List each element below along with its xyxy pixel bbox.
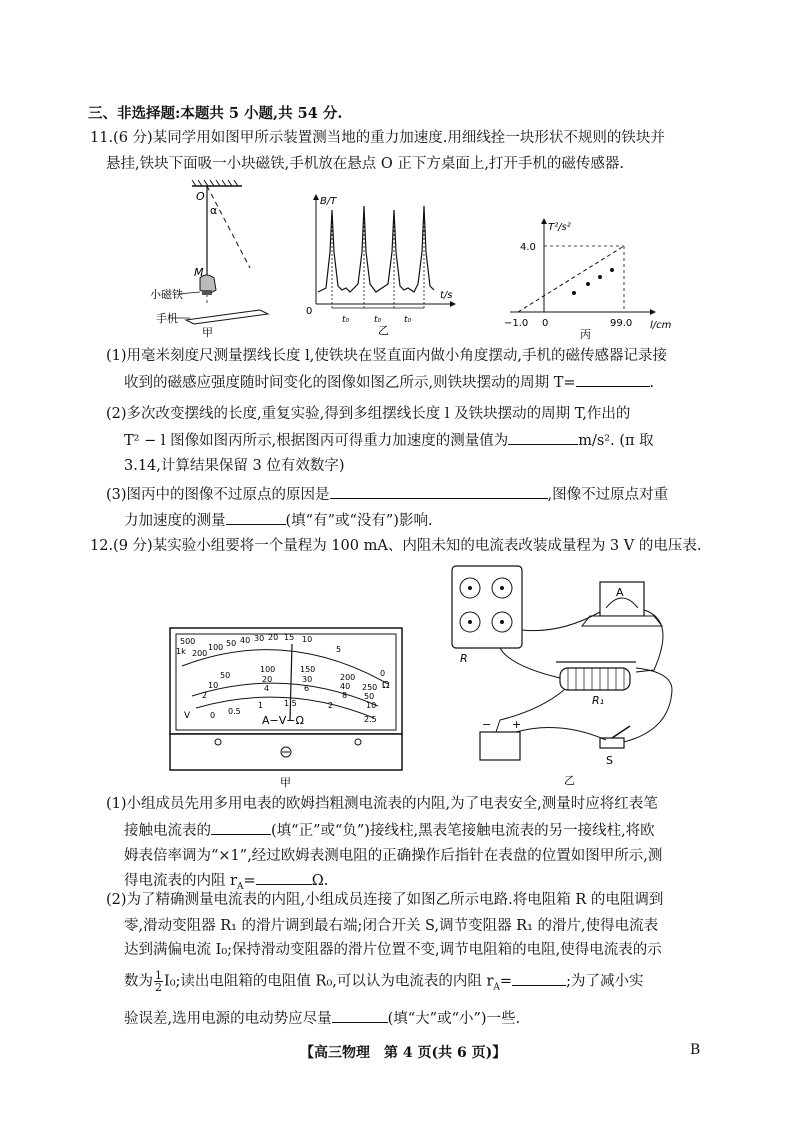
yi-ylabel: B/T (320, 196, 337, 207)
answer-blank-ra[interactable] (512, 971, 566, 986)
caption-yi: 乙 (378, 324, 389, 337)
q12-figure-jia-multimeter (168, 626, 404, 789)
label-M: M (194, 266, 204, 279)
bing-ytick: 4.0 (520, 242, 536, 253)
svg-text:40: 40 (240, 636, 251, 645)
svg-text:30: 30 (302, 675, 313, 684)
q12-p2-line3: 达到满偏电流 I₀;保持滑动变阻器的滑片位置不变,调节电阻箱的电阻,使得电流表的示 (124, 942, 662, 958)
bing-ylabel: T²/s² (548, 222, 571, 233)
label-A: A (616, 586, 624, 599)
caption-bing: 丙 (580, 328, 591, 341)
label-phone: 手机 (156, 312, 178, 325)
svg-text:2.5: 2.5 (364, 715, 377, 724)
svg-text:100: 100 (260, 665, 276, 674)
q12-p2-line1: (2)为了精确测量电流表的内阻,小组成员连接了如图乙所示电路.将电阻箱 R 的电阻调到 (106, 892, 664, 908)
svg-text:1.5: 1.5 (284, 699, 297, 708)
answer-blank-period[interactable] (576, 372, 650, 387)
svg-text:4: 4 (264, 684, 270, 693)
svg-text:10: 10 (208, 681, 219, 690)
v-mark: V (184, 711, 191, 721)
svg-text:20: 20 (268, 633, 279, 642)
q11-figure-yi (300, 192, 470, 338)
caption-q12-jia: 甲 (280, 776, 291, 789)
bing-xend: 99.0 (610, 318, 633, 329)
svg-text:15: 15 (284, 633, 295, 642)
yi-xlabel: t/s (440, 290, 453, 301)
svg-text:40: 40 (340, 682, 351, 691)
q11-stem-line1: 11.(6 分)某同学用如图甲所示装置测当地的重力加速度.用细线拴一块形状不规则的铁块并 (90, 130, 665, 146)
label-O: O (196, 190, 205, 203)
resistance-box (452, 566, 522, 648)
q12-p1-line3: 姆表倍率调为“×1”,经过欧姆表测电阻的正确操作后指针在表盘的位置如图甲所示,测 (124, 848, 663, 864)
q11-p3-line2: 力加速度的测量 (填“有”或“没有”)影响. (124, 510, 433, 531)
q11-figure-jia (150, 180, 280, 340)
q11-p2-line1: (2)多次改变摆线的长度,重复实验,得到多组摆线长度 l 及铁块摆动的周期 T,作出的 (106, 406, 631, 422)
answer-blank-terminal[interactable] (211, 820, 271, 835)
answer-blank-effect[interactable] (226, 510, 286, 525)
q11-p2-line3: 3.14,计算结果保留 3 位有效数字) (124, 458, 345, 474)
label-R: R (460, 652, 468, 665)
ohm-symbol: Ω (382, 680, 390, 691)
version-mark: B (690, 1042, 701, 1058)
svg-text:50: 50 (364, 692, 375, 701)
q12-p2-line2: 零,滑动变阻器 R₁ 的滑片调到最右端;闭合开关 S,调节变阻器 R₁ 的滑片,使得电流表 (124, 918, 659, 934)
svg-text:2: 2 (202, 691, 208, 700)
q11-p1-line1: (1)用毫米刻度尺测量摆线长度 l,使铁块在竖直面内做小角度摆动,手机的磁传感器记录接 (106, 348, 668, 364)
svg-text:0.5: 0.5 (228, 707, 241, 716)
caption-jia: 甲 (202, 326, 213, 339)
q11-p3-line1: (3)图丙中的图像不过原点的原因是 ,图像不过原点对重 (106, 484, 668, 505)
answer-blank-g[interactable] (508, 430, 578, 445)
label-plus: + (512, 718, 522, 731)
label-minus: − (482, 718, 492, 731)
svg-text:250: 250 (362, 683, 378, 692)
svg-text:2: 2 (328, 701, 334, 710)
rheostat (560, 668, 630, 690)
svg-text:0: 0 (210, 711, 216, 720)
bing-origin: 0 (542, 318, 549, 329)
svg-text:1: 1 (258, 701, 264, 710)
yi-t0-1: t₀ (342, 315, 350, 325)
b-t-curve (318, 206, 434, 292)
svg-text:20: 20 (262, 675, 273, 684)
yi-t0-3: t₀ (404, 315, 412, 325)
q12-stem: 12.(9 分)某实验小组要将一个量程为 100 mA、内阻未知的电流表改装成量程为 3 V 的电压表. (90, 538, 702, 554)
fraction-half: $\frac{1}{2}$ (155, 969, 162, 994)
q12-p2-line5: 验误差,选用电源的电动势应尽量 (填“大”或“小”)一些. (124, 1008, 520, 1029)
answer-blank-emf[interactable] (332, 1008, 388, 1023)
yi-t0-2: t₀ (374, 315, 382, 325)
answer-blank-reason[interactable] (330, 484, 548, 499)
q11-p1-line2: 收到的磁感应强度随时间变化的图像如图乙所示,则铁块摆动的周期 T= . (124, 372, 654, 393)
svg-text:10: 10 (302, 635, 313, 644)
label-magnet: 小磁铁 (150, 288, 183, 301)
answer-blank-resistance[interactable] (256, 870, 312, 885)
svg-text:5: 5 (336, 645, 342, 654)
label-alpha: α (210, 204, 218, 217)
phone (186, 310, 268, 324)
caption-q12-yi: 乙 (564, 774, 575, 787)
section-title: 三、非选择题:本题共 5 小题,共 54 分. (88, 105, 343, 122)
svg-text:500: 500 (180, 637, 196, 646)
svg-text:50: 50 (226, 639, 237, 648)
q12-p1-line1: (1)小组成员先用多用电表的欧姆挡粗测电流表的内阻,为了电表安全,测量时应将红表笔 (106, 796, 658, 812)
svg-text:0: 0 (380, 669, 386, 678)
svg-text:6: 6 (304, 684, 310, 693)
meter-label: A−V−Ω (262, 714, 304, 727)
q12-p1-line4: 得电流表的内阻 $r_A= \Omega$. (124, 870, 328, 897)
svg-text:30: 30 (254, 634, 265, 643)
svg-text:50: 50 (220, 671, 231, 680)
t2-l-line (518, 246, 624, 312)
q12-p2-line4: 数为 $\frac{1}{2}$ I₀;读出电阻箱的电阻值 R₀,可以认为电流表的内阻 $r_A=$ ;为了减小实 (124, 969, 644, 994)
svg-text:100: 100 (208, 643, 224, 652)
svg-text:200: 200 (192, 649, 208, 658)
svg-text:8: 8 (342, 691, 348, 700)
bing-xlabel: l/cm (650, 320, 672, 331)
svg-text:200: 200 (340, 673, 356, 682)
svg-text:1k: 1k (176, 647, 186, 656)
battery (480, 732, 520, 760)
yi-origin: 0 (306, 306, 313, 317)
label-S: S (606, 754, 613, 767)
q12-p1-line2: 接触电流表的 (填“正”或“负”)接线柱,黑表笔接触电流表的另一接线柱,将欧 (124, 820, 655, 841)
q11-stem-line2: 悬挂,铁块下面吸一小块磁铁,手机放在悬点 O 正下方桌面上,打开手机的磁传感器. (106, 156, 625, 172)
svg-text:150: 150 (300, 665, 316, 674)
page-footer: 【高三物理 第 4 页(共 6 页)】 (300, 1045, 507, 1061)
bing-xneg: −1.0 (504, 318, 529, 329)
label-R1: R₁ (592, 694, 605, 707)
svg-text:10: 10 (366, 701, 377, 710)
q12-figure-yi-circuit (440, 560, 700, 790)
q11-figure-bing (500, 216, 680, 342)
q11-p2-line2: T² − l 图像如图丙所示,根据图丙可得重力加速度的测量值为 m/s². (π 取 (124, 430, 654, 451)
